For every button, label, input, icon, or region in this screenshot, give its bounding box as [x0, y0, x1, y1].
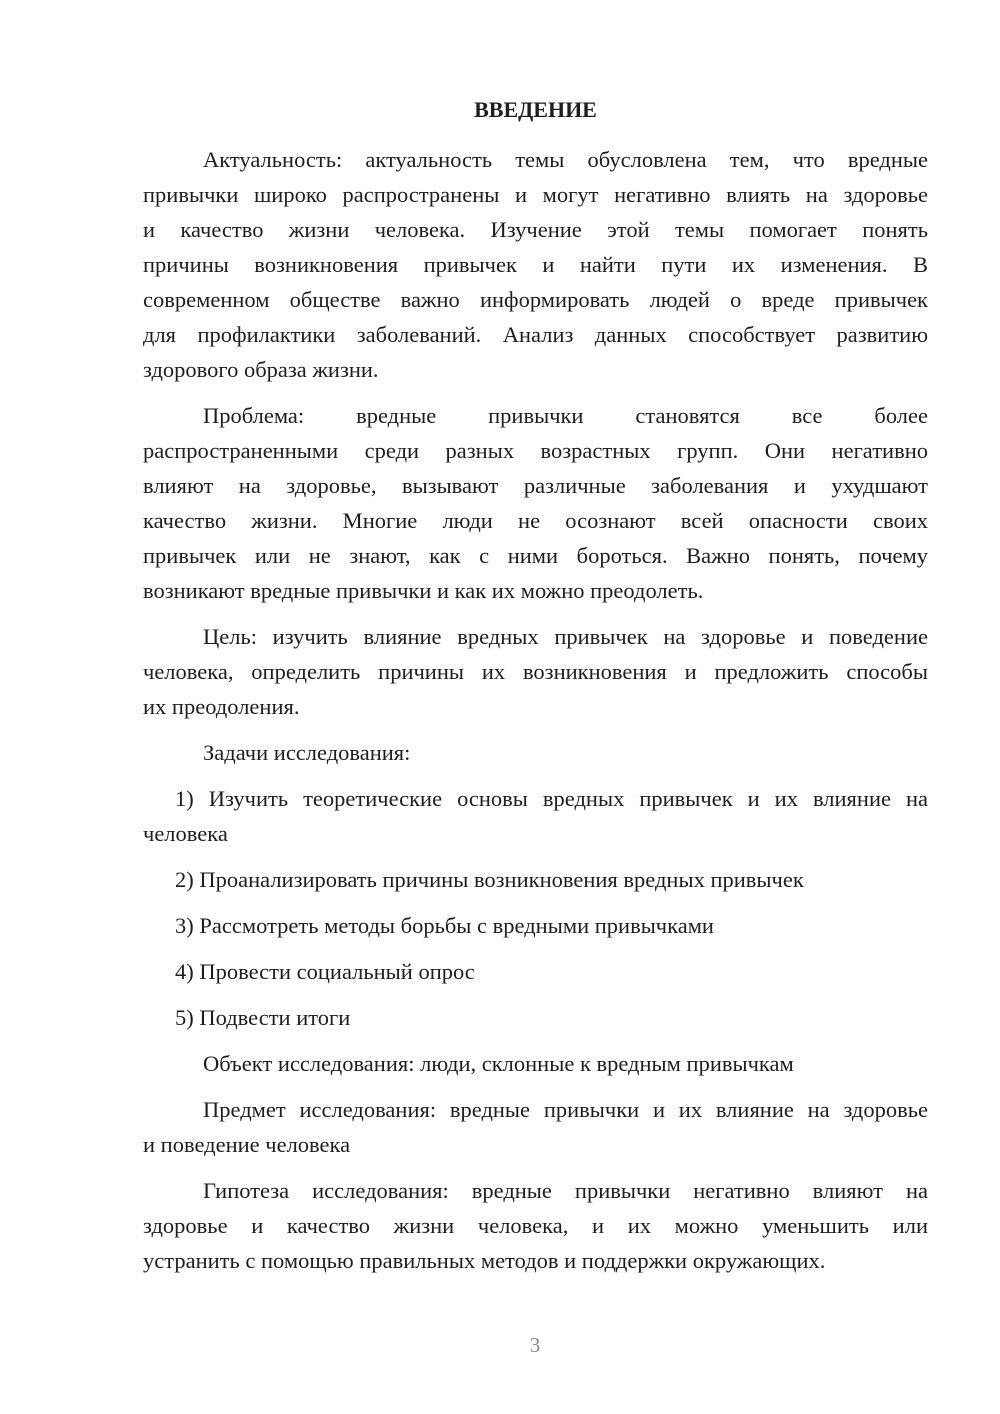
text-line: человека — [143, 821, 228, 846]
text-line: человека, определить причины их возникновения и предложить способы — [143, 659, 928, 684]
text-line: влияют на здоровье, вызывают различные заболевания и ухудшают — [143, 473, 928, 498]
text-line: Актуальность: актуальность темы обусловлена тем, что вредные — [203, 147, 928, 172]
text-line: привычки широко распространены и могут негативно влиять на здоровье — [143, 182, 928, 207]
text-line: Предмет исследования: вредные привычки и их влияние на здоровье — [203, 1097, 928, 1122]
text-line: распространенными среди разных возрастных групп. Они негативно — [143, 438, 928, 463]
paragraph — [143, 1046, 928, 1081]
paragraph — [143, 862, 928, 897]
text-line: 3) Рассмотреть методы борьбы с вредными привычками — [175, 913, 714, 938]
text-line: Задачи исследования: — [203, 740, 411, 765]
paragraph — [143, 1173, 928, 1278]
text-line: 1) Изучить теоретические основы вредных привычек и их влияние на — [175, 786, 928, 811]
text-line: 4) Провести социальный опрос — [175, 959, 475, 984]
text-line: Гипотеза исследования: вредные привычки негативно влияют на — [203, 1178, 928, 1203]
text-line: качество жизни. Многие люди не осознают всей опасности своих — [143, 508, 928, 533]
text-line: привычек или не знают, как с ними бороться. Важно понять, почему — [143, 543, 928, 568]
paragraph — [143, 619, 928, 724]
text-line: Проблема: вредные привычки становятся все более — [203, 403, 928, 428]
page-number: 3 — [529, 1333, 541, 1357]
text-line: здорового образа жизни. — [143, 357, 379, 382]
text-line: и поведение человека — [143, 1132, 351, 1157]
paragraph — [143, 735, 928, 770]
text-line: их преодоления. — [143, 694, 300, 719]
paragraph — [143, 954, 928, 989]
text-line: 2) Проанализировать причины возникновения вредных привычек — [175, 867, 804, 892]
text-line: здоровье и качество жизни человека, и их можно уменьшить или — [143, 1213, 928, 1238]
text-line: современном обществе важно информировать людей о вреде привычек — [143, 287, 928, 312]
text-line: и качество жизни человека. Изучение этой темы помогает понять — [143, 217, 928, 242]
text-line: для профилактики заболеваний. Анализ данных способствует развитию — [143, 322, 928, 347]
document-body — [143, 142, 928, 1278]
text-line: устранить с помощью правильных методов и поддержки окружающих. — [143, 1248, 826, 1273]
text-line: Цель: изучить влияние вредных привычек на здоровье и поведение — [203, 624, 928, 649]
text-line: 5) Подвести итоги — [175, 1005, 351, 1030]
paragraph — [143, 1000, 928, 1035]
paragraph — [143, 781, 928, 851]
paragraph — [143, 142, 928, 387]
text-line: Объект исследования: люди, склонные к вредным привычкам — [203, 1051, 794, 1076]
paragraph — [143, 398, 928, 608]
paragraph — [143, 908, 928, 943]
text-line: возникают вредные привычки и как их можно преодолеть. — [143, 578, 704, 603]
paragraph — [143, 1092, 928, 1162]
text-line: причины возникновения привычек и найти пути их изменения. В — [143, 252, 928, 277]
section-title: ВВЕДЕНИЕ — [474, 97, 597, 122]
document-page — [143, 92, 928, 1289]
